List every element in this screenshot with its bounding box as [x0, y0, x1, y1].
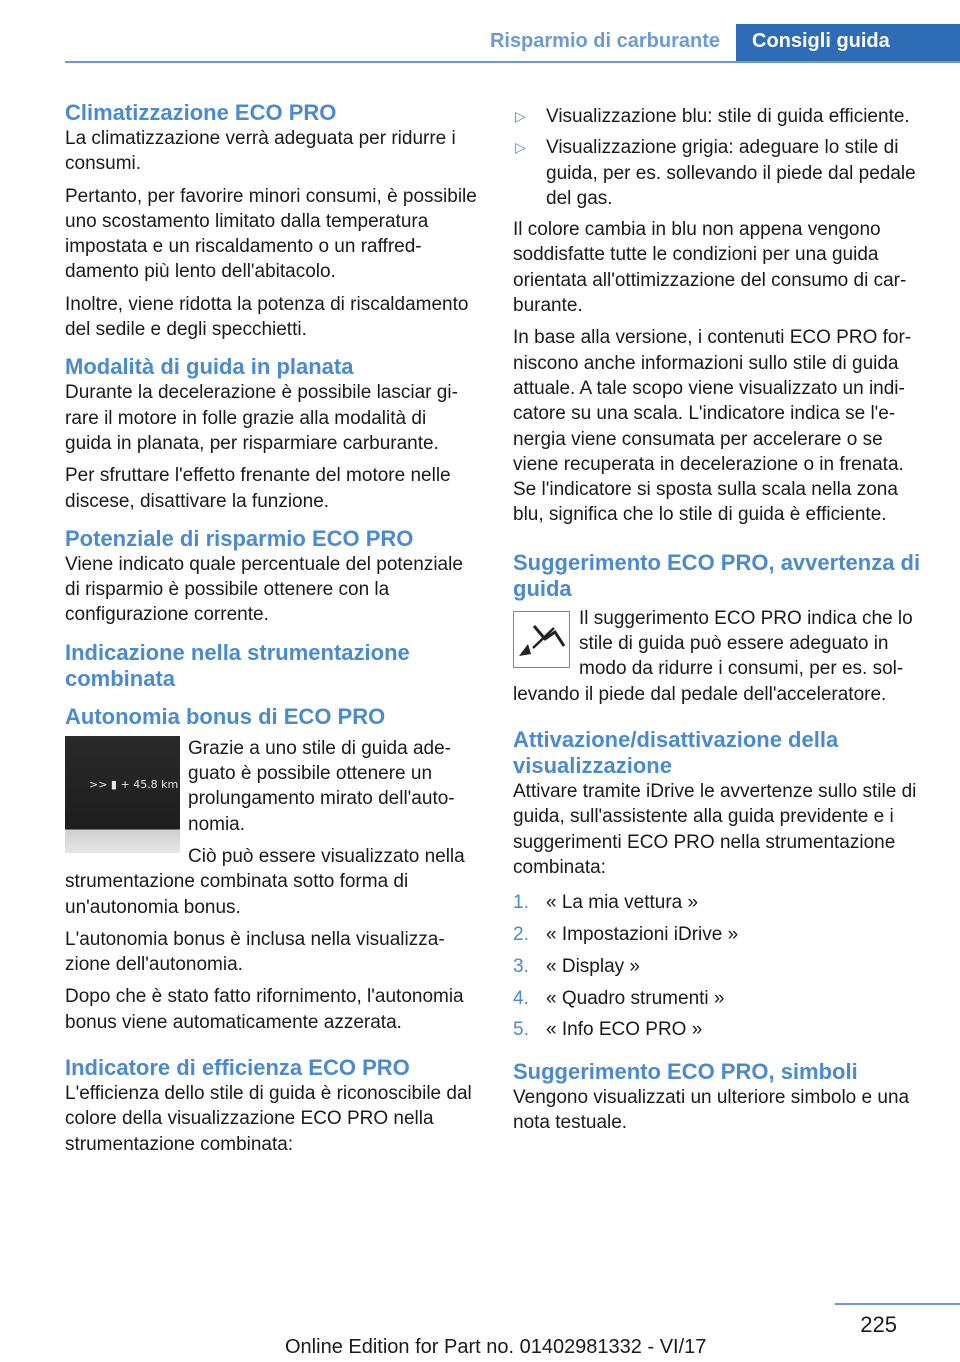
simboli-paragraph: Vengono visualizzati un ulteriore simbolo e una nota testuale.: [513, 1087, 910, 1134]
footer-rule: [835, 1303, 960, 1305]
left-column: [65, 100, 477, 1157]
colore-paragraph: Il colore cambia in blu non appena vengono soddisfatte tutte le condizioni per una guida orientata all'ottimizzazione del consumo di carburante.: [513, 219, 907, 317]
clima-paragraph-3: Inoltre, viene ridotta la potenza di riscaldamento del sedile e degli specchietti.: [65, 293, 469, 341]
eco-pro-tip-icon: [513, 611, 570, 668]
versione-paragraph: In base alla versione, i contenuti ECO PRO forniscono anche informazioni sullo stile di guida attuale. A tale scopo viene visualizzato un indicatore su una scala. L'indicatore indica se l'energia viene consumata per accelerare o se viene recuperata in decelerazione o in frenata. Se l'indicatore si sposta sulla scala nella zona blu, significa che lo stile di guida è efficiente.: [513, 327, 912, 526]
list-item: 1. « La mia vettura »: [513, 892, 699, 914]
autonomia-paragraph-1: Grazie a uno stile di guida adeguato è possibile ottenere un prolungamento mirato dell'autonomia.: [188, 737, 455, 835]
autonomia-paragraph-3: L'autonomia bonus è inclusa nella visualizzazione dell'autonomia.: [65, 928, 445, 976]
list-item: ▷ Visualizzazione grigia: adeguare lo stile di guida, per es. sollevando il piede dal pedale del gas.: [515, 137, 916, 209]
triangle-bullet-icon: ▷: [515, 139, 526, 156]
autonomia-paragraph-2: Ciò può essere visualizzato nella strumentazione combinata sotto forma di un'autonomia bonus.: [65, 845, 465, 918]
menu-path-steps: [513, 890, 930, 1042]
clima-paragraph-2: Pertanto, per favorire minori consumi, è possibile uno scostamento limitato dalla temperatura impostata e un riscaldamento o un raffreddamento più lento dell'abitacolo.: [65, 185, 477, 283]
autonomia-heading: Autonomia bonus di ECO PRO: [65, 703, 386, 729]
efficienza-paragraph: L'efficienza dello stile di guida è riconoscibile dal colore della visualizzazione ECO PRO nella strumentazione combinata:: [65, 1083, 472, 1155]
page-number: 225: [860, 1312, 897, 1337]
header-rule: [65, 61, 960, 63]
list-item: 3. « Display »: [513, 955, 640, 977]
edition-note: Online Edition for Part no. 01402981332 - VI/17: [285, 1336, 707, 1358]
potenziale-paragraph: Viene indicato quale percentuale del potenziale di risparmio è possibile ottenere con la configurazione corrente.: [65, 553, 463, 626]
efficienza-heading: Indicatore di efficienza ECO PRO: [65, 1055, 410, 1081]
potenziale-heading: Potenziale di risparmio ECO PRO: [65, 525, 414, 551]
planata-heading: Modalità di guida in planata: [65, 354, 354, 380]
simboli-heading: Suggerimento ECO PRO, simboli: [513, 1059, 858, 1085]
clima-paragraph-1: La climatizzazione verrà adeguata per ridurre i consumi.: [65, 128, 456, 175]
list-item: ▷ Visualizzazione blu: stile di guida efficiente.: [513, 104, 930, 129]
suggerimento-block: [513, 606, 930, 707]
right-column: [513, 104, 930, 1136]
triangle-bullet-icon: ▷: [515, 108, 526, 124]
suggerimento-paragraph: Il suggerimento ECO PRO indica che lo stile di guida può essere adeguato in modo da ridurre i consumi, per es. sollevando il piede dal pedale dell'acceleratore.: [513, 607, 913, 705]
indicazione-heading: Indicazione nella strumentazione combinata: [65, 639, 410, 691]
autonomia-figure-block: [65, 736, 477, 920]
chapter-tab: Consigli guida: [736, 24, 960, 62]
planata-paragraph-2: Per sfruttare l'effetto frenante del motore nelle discese, disattivare la funzione.: [65, 465, 451, 512]
autonomia-paragraph-4: Dopo che è stato fatto rifornimento, l'autonomia bonus viene automaticamente azzerata.: [65, 986, 464, 1033]
list-item: 5. « Info ECO PRO »: [513, 1019, 703, 1041]
section-title: Risparmio di carburante: [489, 30, 720, 52]
page-header: [65, 24, 960, 62]
list-item: 2. « Impostazioni iDrive »: [513, 923, 739, 945]
attivazione-heading: Attivazione/disattivazione della visualizzazione: [513, 726, 839, 778]
cluster-range-readout: >> ▮ + 45.8 km: [89, 777, 179, 791]
list-item: 4. « Quadro strumenti »: [513, 987, 725, 1009]
clima-heading: Climatizzazione ECO PRO: [65, 100, 337, 125]
suggerimento-heading: Suggerimento ECO PRO, avvertenza di guida: [513, 549, 921, 601]
efficiency-color-list: [513, 104, 930, 211]
attivazione-paragraph: Attivare tramite iDrive le avvertenze sullo stile di guida, sull'assistente alla guida previdente e i suggerimenti ECO PRO nella strumentazione combinata:: [513, 780, 917, 878]
planata-paragraph-1: Durante la decelerazione è possibile lasciar girare il motore in folle grazie alla modalità di guida in planata, per risparmiare carburante.: [65, 382, 458, 454]
instrument-cluster-image: [65, 736, 180, 853]
